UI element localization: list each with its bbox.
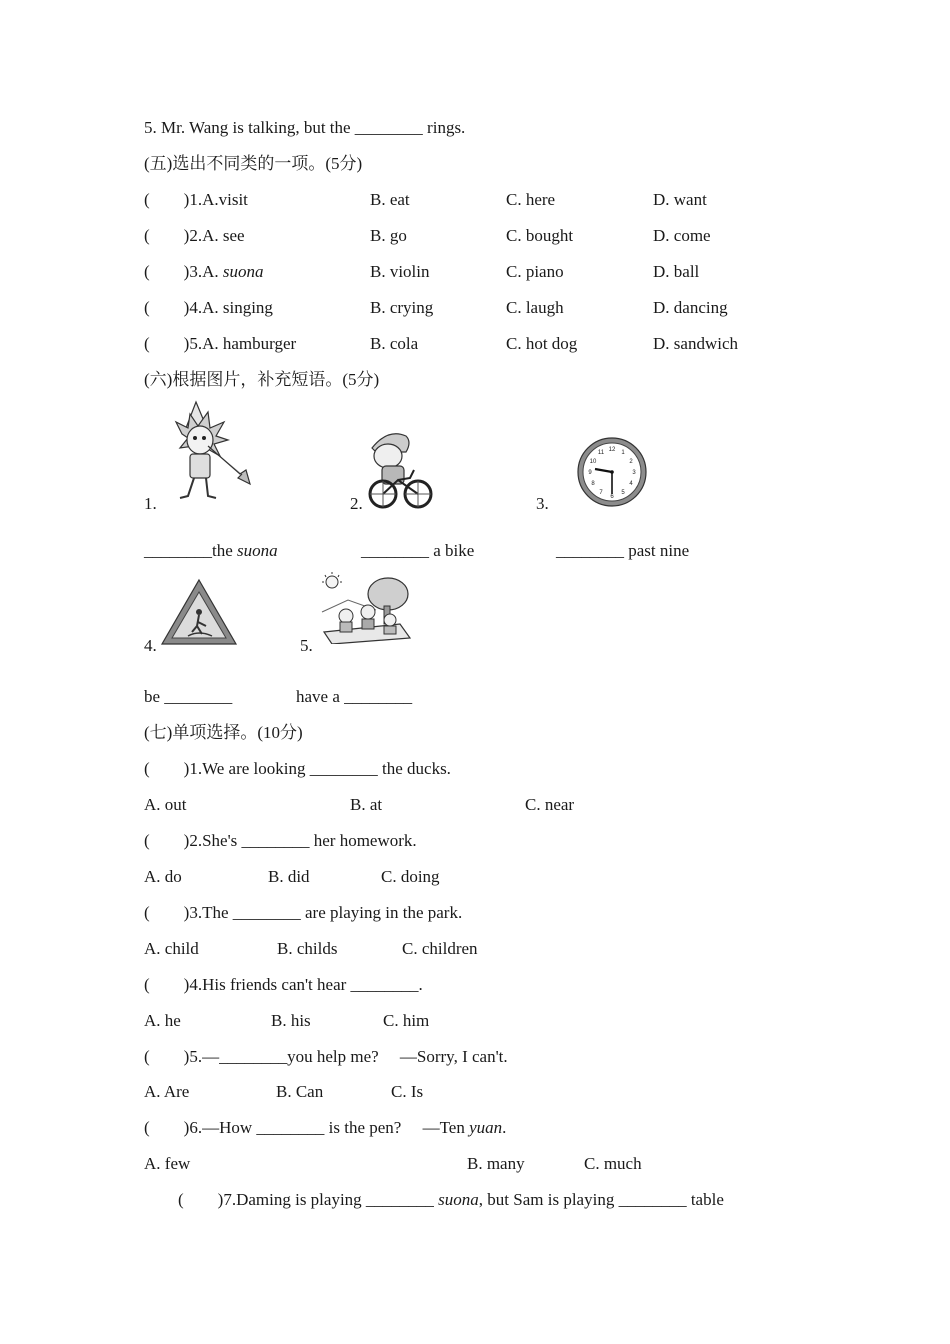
picture-5-phrase: have a ________	[296, 687, 413, 706]
clock-numeral-3: 3	[632, 470, 636, 476]
picture-1-phrase	[144, 540, 278, 562]
mc-question-5: ( )5.—________you help me? —Sorry, I can't.	[144, 1047, 508, 1066]
warning-sign-image	[160, 578, 238, 646]
mc-q7-italic: suona	[438, 1190, 479, 1209]
mc-question-1: ( )1.We are looking ________ the ducks.	[144, 759, 451, 778]
boy-riding-bike-image	[366, 428, 434, 510]
clock-numeral-9: 9	[588, 470, 592, 476]
mc-q4-option-b: B. his	[271, 1011, 311, 1030]
mc-question-7	[178, 1189, 724, 1211]
mc-q3-option-a: A. child	[144, 939, 199, 958]
row-4-a: ( )4.A. singing	[144, 298, 273, 317]
row-2-a: ( )2.A. see	[144, 226, 245, 245]
row-5-b: B. cola	[370, 334, 419, 353]
picture-4-label: 4.	[144, 636, 157, 655]
mc-q2-option-a: A. do	[144, 867, 182, 886]
row-2-c: C. bought	[506, 226, 574, 245]
mc-q6-option-b: B. many	[467, 1154, 525, 1173]
mc-q2-option-b: B. did	[268, 867, 310, 886]
clock-numeral-8: 8	[591, 481, 595, 487]
picture-2-phrase: ________ a bike	[361, 541, 475, 560]
row-4-d: D. dancing	[653, 298, 728, 317]
clock-numeral-6: 6	[610, 494, 614, 500]
clock-numeral-2: 2	[629, 459, 633, 465]
clock-numeral-12: 12	[608, 447, 616, 453]
mc-q2-option-c: C. doing	[381, 867, 440, 886]
picture-5-label: 5.	[300, 636, 313, 655]
row-4-b: B. crying	[370, 298, 434, 317]
mc-question-2: ( )2.She's ________ her homework.	[144, 831, 417, 850]
picture-4-phrase: be ________	[144, 687, 233, 706]
row-3-a-italic: suona	[222, 262, 264, 281]
section-7-title: (七)单项选择。(10分)	[144, 723, 303, 742]
mc-q3-option-c: C. children	[402, 939, 478, 958]
mc-question-3: ( )3.The ________ are playing in the park.	[144, 903, 463, 922]
row-2-b: B. go	[370, 226, 407, 245]
mc-question-4: ( )4.His friends can't hear ________.	[144, 975, 423, 994]
mc-q3-option-b: B. childs	[277, 939, 338, 958]
row-3-a	[144, 261, 263, 283]
mc-q6-option-a: A. few	[144, 1154, 191, 1173]
mc-q6-option-c: C. much	[584, 1154, 642, 1173]
clock-numeral-11: 11	[597, 450, 605, 456]
row-3-d: D. ball	[653, 262, 700, 281]
clock-numeral-1: 1	[621, 450, 625, 456]
clock-numeral-10: 10	[589, 459, 597, 465]
mc-q7-suffix: , but Sam is playing ________ table	[478, 1190, 724, 1209]
row-5-d: D. sandwich	[653, 334, 738, 353]
section-5-title: (五)选出不同类的一项。(5分)	[144, 154, 363, 173]
row-1-a: ( )1.A.visit	[144, 190, 248, 209]
picture-1-phrase-italic: suona	[237, 541, 278, 560]
row-5-c: C. hot dog	[506, 334, 578, 353]
row-1-c: C. here	[506, 190, 556, 209]
section-6-title: (六)根据图片，补充短语。(5分)	[144, 370, 380, 389]
mc-q6-suffix: .	[502, 1118, 507, 1137]
mc-q1-option-b: B. at	[350, 795, 383, 814]
picture-3-phrase: ________ past nine	[556, 541, 690, 560]
boy-playing-suona-image	[168, 400, 252, 502]
mc-q1-option-c: C. near	[525, 795, 575, 814]
row-2-d: D. come	[653, 226, 711, 245]
question-5-tail: 5. Mr. Wang is talking, but the ________ rings.	[144, 118, 466, 137]
mc-q7-prefix: ( )7.Daming is playing ________	[178, 1190, 439, 1209]
mc-q4-option-a: A. he	[144, 1011, 181, 1030]
row-3-b: B. violin	[370, 262, 430, 281]
row-3-a-prefix: ( )3.A.	[144, 262, 223, 281]
clock-numeral-5: 5	[621, 490, 625, 496]
row-1-d: D. want	[653, 190, 707, 209]
picture-1-phrase-prefix: ________the	[144, 541, 238, 560]
mc-q5-option-c: C. Is	[391, 1082, 424, 1101]
clock-numeral-4: 4	[629, 481, 633, 487]
mc-question-6	[144, 1117, 506, 1139]
row-1-b: B. eat	[370, 190, 410, 209]
mc-q5-option-a: A. Are	[144, 1082, 190, 1101]
picture-1-label: 1.	[144, 494, 157, 513]
picnic-image	[318, 572, 414, 644]
mc-q6-prefix: ( )6.—How ________ is the pen? —Ten	[144, 1118, 470, 1137]
row-3-c: C. piano	[506, 262, 564, 281]
row-4-c: C. laugh	[506, 298, 564, 317]
mc-q4-option-c: C. him	[383, 1011, 430, 1030]
mc-q5-option-b: B. Can	[276, 1082, 324, 1101]
row-5-a: ( )5.A. hamburger	[144, 334, 297, 353]
clock-numeral-7: 7	[599, 490, 603, 496]
mc-q1-option-a: A. out	[144, 795, 187, 814]
picture-3-label: 3.	[536, 494, 549, 513]
mc-q6-italic: yuan	[469, 1118, 503, 1137]
clock-image	[576, 436, 648, 508]
picture-2-label: 2.	[350, 494, 363, 513]
